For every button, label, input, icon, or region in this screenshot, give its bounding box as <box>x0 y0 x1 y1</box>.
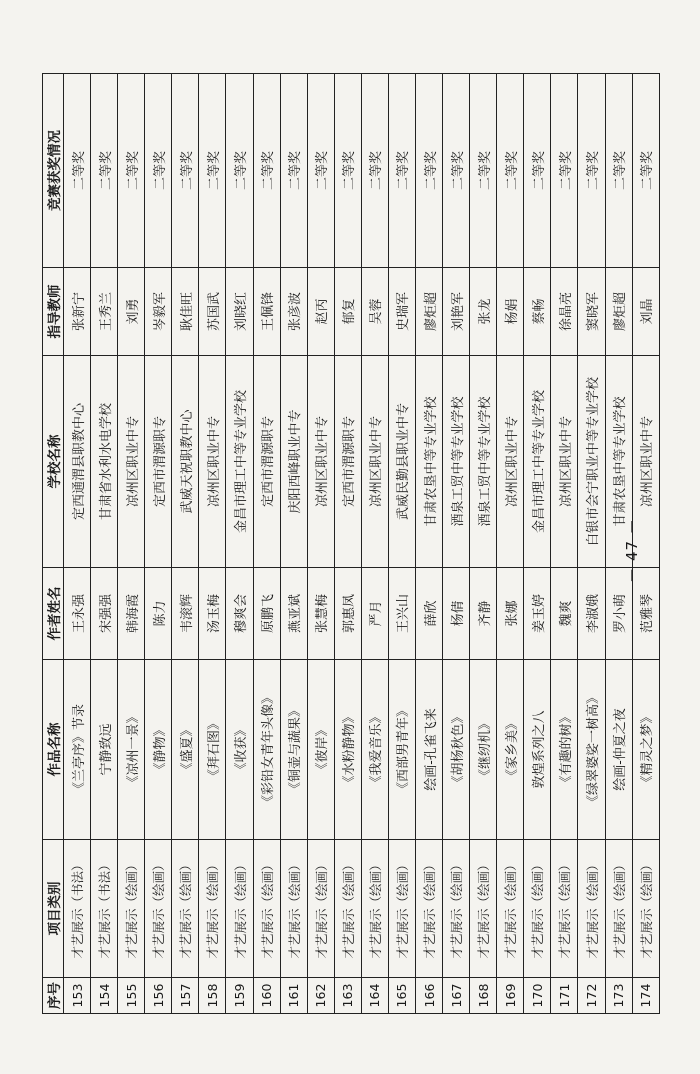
cell-teacher: 刘艳军 <box>443 268 470 356</box>
cell-category: 才艺展示（绘画） <box>361 840 388 978</box>
cell-school: 武威天祝职教中心 <box>172 356 199 568</box>
table-row <box>361 74 388 1014</box>
header-category: 项目类别 <box>43 840 64 978</box>
cell-award: 二等奖 <box>226 74 253 268</box>
cell-author: 燕亚斌 <box>280 568 307 660</box>
cell-school: 定西市渭源职专 <box>253 356 280 568</box>
page-number: － 47 － <box>623 518 642 583</box>
header-teacher: 指导教师 <box>43 268 64 356</box>
cell-seq: 158 <box>199 978 226 1014</box>
cell-teacher: 窦晓军 <box>578 268 605 356</box>
header-school: 学校名称 <box>43 356 64 568</box>
table-row <box>443 74 470 1014</box>
cell-work: 《家乡美》 <box>497 660 524 840</box>
table-row <box>578 74 605 1014</box>
cell-award: 二等奖 <box>172 74 199 268</box>
cell-school: 定西通渭县职教中心 <box>64 356 91 568</box>
cell-category: 才艺展示（绘画） <box>172 840 199 978</box>
cell-category: 才艺展示（绘画） <box>497 840 524 978</box>
cell-author: 范雅琴 <box>632 568 659 660</box>
cell-school: 定西市渭源职专 <box>334 356 361 568</box>
cell-award: 二等奖 <box>524 74 551 268</box>
cell-seq: 170 <box>524 978 551 1014</box>
cell-work: 《收获》 <box>226 660 253 840</box>
cell-work: 绘画-孔雀飞来 <box>416 660 443 840</box>
cell-school: 凉州区职业中专 <box>361 356 388 568</box>
table-row <box>91 74 118 1014</box>
cell-award: 二等奖 <box>605 74 632 268</box>
cell-author: 宋强强 <box>91 568 118 660</box>
cell-author: 陈力 <box>145 568 172 660</box>
cell-teacher: 徐晶亮 <box>551 268 578 356</box>
cell-school: 凉州区职业中专 <box>551 356 578 568</box>
cell-author: 张慧梅 <box>307 568 334 660</box>
cell-seq: 165 <box>388 978 415 1014</box>
cell-school: 凉州区职业中专 <box>307 356 334 568</box>
cell-school: 庆阳西峰职业中专 <box>280 356 307 568</box>
header-seq: 序号 <box>43 978 64 1014</box>
cell-category: 才艺展示（书法） <box>91 840 118 978</box>
cell-award: 二等奖 <box>145 74 172 268</box>
cell-school: 凉州区职业中专 <box>199 356 226 568</box>
cell-school: 甘肃农垦中等专业学校 <box>605 356 632 568</box>
header-author: 作者姓名 <box>43 568 64 660</box>
table-row <box>470 74 497 1014</box>
table-body <box>64 74 660 1014</box>
cell-seq: 155 <box>118 978 145 1014</box>
cell-teacher: 廖炬超 <box>416 268 443 356</box>
cell-category: 才艺展示（绘画） <box>524 840 551 978</box>
cell-award: 二等奖 <box>361 74 388 268</box>
cell-school: 金昌市理工中等专业学校 <box>226 356 253 568</box>
cell-award: 二等奖 <box>416 74 443 268</box>
table-row <box>172 74 199 1014</box>
table-row <box>226 74 253 1014</box>
cell-author: 韩海霞 <box>118 568 145 660</box>
cell-category: 才艺展示（绘画） <box>416 840 443 978</box>
cell-work: 《彼岸》 <box>307 660 334 840</box>
table-row <box>334 74 361 1014</box>
cell-category: 才艺展示（绘画） <box>470 840 497 978</box>
cell-author: 薛欣 <box>416 568 443 660</box>
cell-work: 《精灵之梦》 <box>632 660 659 840</box>
cell-teacher: 刘晓红 <box>226 268 253 356</box>
table-row <box>253 74 280 1014</box>
table-row <box>551 74 578 1014</box>
cell-teacher: 张彦波 <box>280 268 307 356</box>
cell-seq: 157 <box>172 978 199 1014</box>
cell-work: 《铜壶与蔬果》 <box>280 660 307 840</box>
cell-author: 李淑娥 <box>578 568 605 660</box>
cell-work: 《我爱音乐》 <box>361 660 388 840</box>
cell-category: 才艺展示（绘画） <box>551 840 578 978</box>
cell-work: 绘画-仲夏之夜 <box>605 660 632 840</box>
cell-school: 白银市会宁职业中等专业学校 <box>578 356 605 568</box>
table-row <box>64 74 91 1014</box>
cell-award: 二等奖 <box>118 74 145 268</box>
cell-teacher: 岑毅军 <box>145 268 172 356</box>
cell-author: 汤玉梅 <box>199 568 226 660</box>
cell-teacher: 王秀兰 <box>91 268 118 356</box>
cell-teacher: 刘勇 <box>118 268 145 356</box>
cell-category: 才艺展示（绘画） <box>334 840 361 978</box>
cell-teacher: 吴蓉 <box>361 268 388 356</box>
cell-category: 才艺展示（绘画） <box>632 840 659 978</box>
cell-award: 二等奖 <box>443 74 470 268</box>
cell-award: 二等奖 <box>280 74 307 268</box>
cell-seq: 159 <box>226 978 253 1014</box>
cell-category: 才艺展示（绘画） <box>118 840 145 978</box>
cell-category: 才艺展示（绘画） <box>388 840 415 978</box>
cell-seq: 171 <box>551 978 578 1014</box>
cell-work: 《有趣的树》 <box>551 660 578 840</box>
cell-seq: 164 <box>361 978 388 1014</box>
cell-award: 二等奖 <box>470 74 497 268</box>
cell-seq: 162 <box>307 978 334 1014</box>
cell-author: 王永强 <box>64 568 91 660</box>
cell-award: 二等奖 <box>551 74 578 268</box>
cell-work: 《西部男青年》 <box>388 660 415 840</box>
cell-work: 敦煌系列之八 <box>524 660 551 840</box>
cell-category: 才艺展示（绘画） <box>199 840 226 978</box>
header-work: 作品名称 <box>43 660 64 840</box>
cell-work: 《兰亭序》节录 <box>64 660 91 840</box>
cell-teacher: 郁复 <box>334 268 361 356</box>
cell-school: 凉州区职业中专 <box>632 356 659 568</box>
cell-award: 二等奖 <box>388 74 415 268</box>
table-row <box>497 74 524 1014</box>
cell-school: 甘肃农垦中等专业学校 <box>416 356 443 568</box>
cell-seq: 161 <box>280 978 307 1014</box>
cell-award: 二等奖 <box>64 74 91 268</box>
cell-teacher: 张龙 <box>470 268 497 356</box>
cell-seq: 167 <box>443 978 470 1014</box>
cell-seq: 168 <box>470 978 497 1014</box>
cell-work: 《凉州一景》 <box>118 660 145 840</box>
table-row <box>280 74 307 1014</box>
table-row <box>524 74 551 1014</box>
cell-seq: 172 <box>578 978 605 1014</box>
cell-seq: 163 <box>334 978 361 1014</box>
cell-work: 《水粉静物》 <box>334 660 361 840</box>
table-header-row <box>43 74 64 1014</box>
cell-award: 二等奖 <box>199 74 226 268</box>
cell-category: 才艺展示（绘画） <box>605 840 632 978</box>
cell-teacher: 刘晶 <box>632 268 659 356</box>
cell-work: 《胡杨秋色》 <box>443 660 470 840</box>
cell-award: 二等奖 <box>91 74 118 268</box>
cell-author: 齐静 <box>470 568 497 660</box>
cell-work: 《静物》 <box>145 660 172 840</box>
cell-author: 穆爽会 <box>226 568 253 660</box>
cell-seq: 173 <box>605 978 632 1014</box>
awards-table <box>42 73 660 1014</box>
cell-teacher: 王佩锋 <box>253 268 280 356</box>
cell-work: 《盛夏》 <box>172 660 199 840</box>
cell-seq: 160 <box>253 978 280 1014</box>
cell-work: 宁静致远 <box>91 660 118 840</box>
cell-work: 《继纫机》 <box>470 660 497 840</box>
cell-category: 才艺展示（绘画） <box>307 840 334 978</box>
cell-seq: 174 <box>632 978 659 1014</box>
cell-seq: 166 <box>416 978 443 1014</box>
cell-author: 原鹏飞 <box>253 568 280 660</box>
cell-award: 二等奖 <box>632 74 659 268</box>
cell-award: 二等奖 <box>578 74 605 268</box>
cell-category: 才艺展示（书法） <box>64 840 91 978</box>
cell-author: 严月 <box>361 568 388 660</box>
cell-award: 二等奖 <box>307 74 334 268</box>
rotated-table-container <box>42 74 660 1014</box>
cell-school: 甘肃省水利水电学校 <box>91 356 118 568</box>
cell-author: 韦滚辉 <box>172 568 199 660</box>
cell-author: 姜玉婷 <box>524 568 551 660</box>
table-row <box>307 74 334 1014</box>
cell-teacher: 张新宁 <box>64 268 91 356</box>
cell-school: 金昌市理工中等专业学校 <box>524 356 551 568</box>
cell-category: 才艺展示（绘画） <box>280 840 307 978</box>
cell-school: 定西市渭源职专 <box>145 356 172 568</box>
cell-category: 才艺展示（绘画） <box>145 840 172 978</box>
cell-teacher: 苏国武 <box>199 268 226 356</box>
cell-author: 罗小萌 <box>605 568 632 660</box>
cell-seq: 156 <box>145 978 172 1014</box>
table-row <box>416 74 443 1014</box>
cell-teacher: 赵丙 <box>307 268 334 356</box>
cell-work: 《绿翠婆娑一树高》 <box>578 660 605 840</box>
cell-award: 二等奖 <box>334 74 361 268</box>
cell-school: 酒泉工贸中等专业学校 <box>443 356 470 568</box>
cell-category: 才艺展示（绘画） <box>253 840 280 978</box>
cell-teacher: 蔡畅 <box>524 268 551 356</box>
cell-author: 魏爽 <box>551 568 578 660</box>
cell-author: 杨倩 <box>443 568 470 660</box>
table-row <box>118 74 145 1014</box>
cell-school: 凉州区职业中专 <box>118 356 145 568</box>
cell-work: 《拜石图》 <box>199 660 226 840</box>
cell-teacher: 史瑞军 <box>388 268 415 356</box>
cell-school: 武威民勤县职业中专 <box>388 356 415 568</box>
cell-award: 二等奖 <box>253 74 280 268</box>
cell-author: 王兴山 <box>388 568 415 660</box>
cell-category: 才艺展示（绘画） <box>578 840 605 978</box>
cell-category: 才艺展示（绘画） <box>226 840 253 978</box>
cell-seq: 169 <box>497 978 524 1014</box>
cell-category: 才艺展示（绘画） <box>443 840 470 978</box>
cell-author: 张娜 <box>497 568 524 660</box>
cell-award: 二等奖 <box>497 74 524 268</box>
cell-teacher: 廖炬超 <box>605 268 632 356</box>
table-row <box>145 74 172 1014</box>
header-award: 竞赛获奖情况 <box>43 74 64 268</box>
cell-work: 《彩铅女青年头像》 <box>253 660 280 840</box>
table-row <box>388 74 415 1014</box>
cell-seq: 154 <box>91 978 118 1014</box>
cell-teacher: 耿佳旺 <box>172 268 199 356</box>
cell-teacher: 杨娟 <box>497 268 524 356</box>
table-row <box>199 74 226 1014</box>
cell-school: 凉州区职业中专 <box>497 356 524 568</box>
cell-school: 酒泉工贸中等专业学校 <box>470 356 497 568</box>
cell-seq: 153 <box>64 978 91 1014</box>
cell-author: 郭惠凤 <box>334 568 361 660</box>
